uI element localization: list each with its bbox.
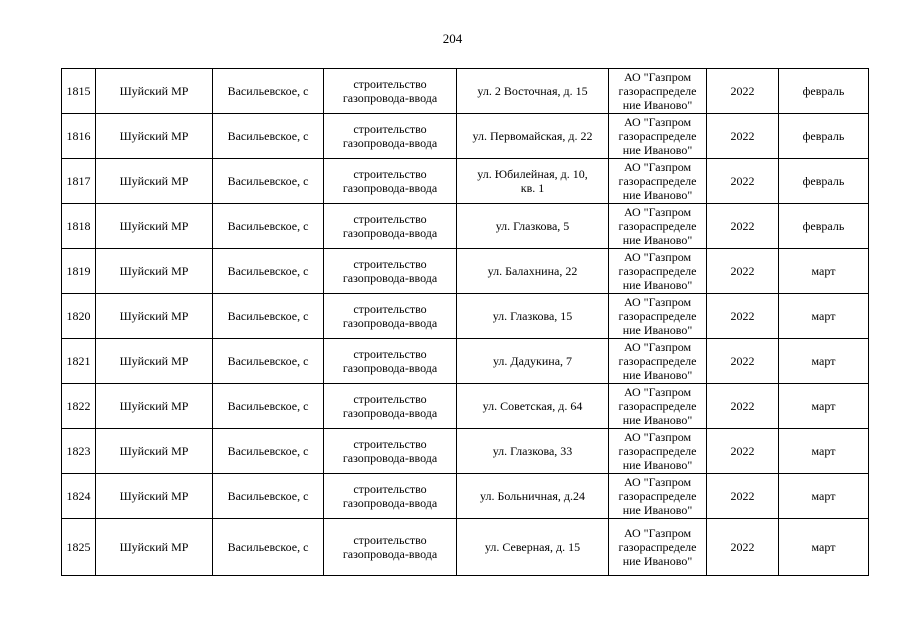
page-number: 204 <box>442 31 463 46</box>
organization-line: ние Иваново" <box>622 143 693 157</box>
organization-line: ние Иваново" <box>622 458 693 472</box>
work-type-line: газопровода-ввода <box>342 181 438 195</box>
work-type-cell <box>324 159 457 204</box>
organization-line: ние Иваново" <box>622 188 693 202</box>
organization-line: газораспределе <box>618 399 697 413</box>
district-cell: Шуйский МР <box>96 114 213 159</box>
organization-cell <box>609 339 707 384</box>
organization-line: ние Иваново" <box>622 413 693 427</box>
work-type-line: строительство <box>353 302 427 316</box>
work-type-cell <box>324 204 457 249</box>
address-cell <box>457 69 609 114</box>
organization-line: АО "Газпром <box>623 475 692 489</box>
organization-line: АО "Газпром <box>623 250 692 264</box>
address-cell <box>457 159 609 204</box>
work-type-line: строительство <box>353 347 427 361</box>
organization-line: газораспределе <box>618 264 697 278</box>
work-type-cell <box>324 384 457 429</box>
month-cell: февраль <box>779 114 869 159</box>
address-line: ул. 2 Восточная, д. 15 <box>477 84 588 98</box>
organization-line: АО "Газпром <box>623 295 692 309</box>
row-number-cell: 1819 <box>62 249 96 294</box>
table-row <box>62 204 869 249</box>
locality-cell: Васильевское, с <box>213 294 324 339</box>
address-line: кв. 1 <box>520 181 545 195</box>
address-line: ул. Первомайская, д. 22 <box>472 129 593 143</box>
row-number-cell: 1822 <box>62 384 96 429</box>
month-cell: февраль <box>779 69 869 114</box>
table-row <box>62 249 869 294</box>
work-type-line: газопровода-ввода <box>342 451 438 465</box>
district-cell: Шуйский МР <box>96 294 213 339</box>
year-cell: 2022 <box>707 384 779 429</box>
organization-cell <box>609 519 707 576</box>
table-row <box>62 339 869 384</box>
locality-cell: Васильевское, с <box>213 159 324 204</box>
organization-line: ние Иваново" <box>622 278 693 292</box>
year-cell: 2022 <box>707 429 779 474</box>
month-cell: март <box>779 429 869 474</box>
work-type-line: газопровода-ввода <box>342 496 438 510</box>
address-cell <box>457 114 609 159</box>
district-cell: Шуйский МР <box>96 204 213 249</box>
work-type-line: газопровода-ввода <box>342 361 438 375</box>
work-type-line: строительство <box>353 167 427 181</box>
month-cell: март <box>779 519 869 576</box>
month-cell: март <box>779 474 869 519</box>
address-line: ул. Больничная, д.24 <box>480 489 585 503</box>
address-cell <box>457 294 609 339</box>
locality-cell: Васильевское, с <box>213 474 324 519</box>
address-line: ул. Глазкова, 15 <box>492 309 573 323</box>
organization-line: АО "Газпром <box>623 430 692 444</box>
work-type-line: строительство <box>353 437 427 451</box>
address-line: ул. Советская, д. 64 <box>482 399 583 413</box>
work-type-line: строительство <box>353 257 427 271</box>
locality-cell: Васильевское, с <box>213 249 324 294</box>
organization-cell <box>609 429 707 474</box>
table-row <box>62 114 869 159</box>
table-row <box>62 519 869 576</box>
organization-line: ние Иваново" <box>622 368 693 382</box>
organization-line: АО "Газпром <box>623 70 692 84</box>
organization-line: ние Иваново" <box>622 98 693 112</box>
work-type-line: строительство <box>353 77 427 91</box>
organization-cell <box>609 474 707 519</box>
work-type-line: газопровода-ввода <box>342 406 438 420</box>
table-row <box>62 474 869 519</box>
organization-line: АО "Газпром <box>623 160 692 174</box>
month-cell: февраль <box>779 159 869 204</box>
organization-line: газораспределе <box>618 354 697 368</box>
address-cell <box>457 429 609 474</box>
organization-line: АО "Газпром <box>623 115 692 129</box>
organization-line: АО "Газпром <box>623 205 692 219</box>
organization-cell <box>609 384 707 429</box>
year-cell: 2022 <box>707 204 779 249</box>
work-type-cell <box>324 69 457 114</box>
work-type-line: строительство <box>353 533 427 547</box>
row-number-cell: 1815 <box>62 69 96 114</box>
year-cell: 2022 <box>707 294 779 339</box>
table-row <box>62 384 869 429</box>
year-cell: 2022 <box>707 339 779 384</box>
organization-line: АО "Газпром <box>623 340 692 354</box>
row-number-cell: 1823 <box>62 429 96 474</box>
organization-line: газораспределе <box>618 444 697 458</box>
district-cell: Шуйский МР <box>96 429 213 474</box>
row-number-cell: 1824 <box>62 474 96 519</box>
organization-line: газораспределе <box>618 219 697 233</box>
district-cell: Шуйский МР <box>96 519 213 576</box>
address-line: ул. Дадукина, 7 <box>492 354 573 368</box>
organization-line: газораспределе <box>618 84 697 98</box>
locality-cell: Васильевское, с <box>213 114 324 159</box>
row-number-cell: 1817 <box>62 159 96 204</box>
row-number-cell: 1820 <box>62 294 96 339</box>
locality-cell: Васильевское, с <box>213 519 324 576</box>
work-type-line: строительство <box>353 122 427 136</box>
year-cell: 2022 <box>707 159 779 204</box>
work-type-line: газопровода-ввода <box>342 136 438 150</box>
district-cell: Шуйский МР <box>96 249 213 294</box>
row-number-cell: 1825 <box>62 519 96 576</box>
locality-cell: Васильевское, с <box>213 429 324 474</box>
month-cell: март <box>779 249 869 294</box>
table-row <box>62 294 869 339</box>
work-type-cell <box>324 339 457 384</box>
address-cell <box>457 384 609 429</box>
organization-cell <box>609 114 707 159</box>
district-cell: Шуйский МР <box>96 69 213 114</box>
work-type-line: строительство <box>353 482 427 496</box>
table-row <box>62 159 869 204</box>
work-type-line: газопровода-ввода <box>342 271 438 285</box>
work-type-line: газопровода-ввода <box>342 547 438 561</box>
work-type-cell <box>324 249 457 294</box>
district-cell: Шуйский МР <box>96 339 213 384</box>
address-line: ул. Балахнина, 22 <box>487 264 578 278</box>
district-cell: Шуйский МР <box>96 474 213 519</box>
organization-line: ние Иваново" <box>622 323 693 337</box>
row-number-cell: 1816 <box>62 114 96 159</box>
organization-line: АО "Газпром <box>623 526 692 540</box>
organization-line: газораспределе <box>618 540 697 554</box>
organization-line: АО "Газпром <box>623 385 692 399</box>
organization-cell <box>609 204 707 249</box>
work-type-cell <box>324 519 457 576</box>
organization-line: газораспределе <box>618 489 697 503</box>
organization-line: ние Иваново" <box>622 233 693 247</box>
organization-cell <box>609 294 707 339</box>
locality-cell: Васильевское, с <box>213 204 324 249</box>
work-type-cell <box>324 474 457 519</box>
work-type-line: газопровода-ввода <box>342 316 438 330</box>
row-number-cell: 1818 <box>62 204 96 249</box>
work-type-cell <box>324 429 457 474</box>
address-cell <box>457 204 609 249</box>
table-row <box>62 69 869 114</box>
address-line: ул. Глазкова, 33 <box>492 444 573 458</box>
organization-line: газораспределе <box>618 174 697 188</box>
organization-cell <box>609 159 707 204</box>
year-cell: 2022 <box>707 69 779 114</box>
organization-line: ние Иваново" <box>622 503 693 517</box>
year-cell: 2022 <box>707 474 779 519</box>
organization-line: газораспределе <box>618 309 697 323</box>
locality-cell: Васильевское, с <box>213 384 324 429</box>
work-type-line: газопровода-ввода <box>342 91 438 105</box>
organization-cell <box>609 69 707 114</box>
address-cell <box>457 519 609 576</box>
month-cell: март <box>779 339 869 384</box>
organization-line: газораспределе <box>618 129 697 143</box>
row-number-cell: 1821 <box>62 339 96 384</box>
table-body <box>62 69 869 576</box>
address-cell <box>457 249 609 294</box>
locality-cell: Васильевское, с <box>213 69 324 114</box>
organization-cell <box>609 249 707 294</box>
gas-pipeline-schedule-table <box>61 68 869 576</box>
work-type-cell <box>324 114 457 159</box>
year-cell: 2022 <box>707 114 779 159</box>
address-line: ул. Северная, д. 15 <box>484 540 581 554</box>
address-line: ул. Юбилейная, д. 10, <box>477 167 588 181</box>
month-cell: февраль <box>779 204 869 249</box>
year-cell: 2022 <box>707 249 779 294</box>
year-cell: 2022 <box>707 519 779 576</box>
organization-line: ние Иваново" <box>622 554 693 568</box>
district-cell: Шуйский МР <box>96 159 213 204</box>
work-type-line: строительство <box>353 392 427 406</box>
work-type-cell <box>324 294 457 339</box>
locality-cell: Васильевское, с <box>213 339 324 384</box>
table-row <box>62 429 869 474</box>
month-cell: март <box>779 384 869 429</box>
district-cell: Шуйский МР <box>96 384 213 429</box>
month-cell: март <box>779 294 869 339</box>
address-cell <box>457 474 609 519</box>
address-line: ул. Глазкова, 5 <box>495 219 570 233</box>
address-cell <box>457 339 609 384</box>
work-type-line: газопровода-ввода <box>342 226 438 240</box>
work-type-line: строительство <box>353 212 427 226</box>
